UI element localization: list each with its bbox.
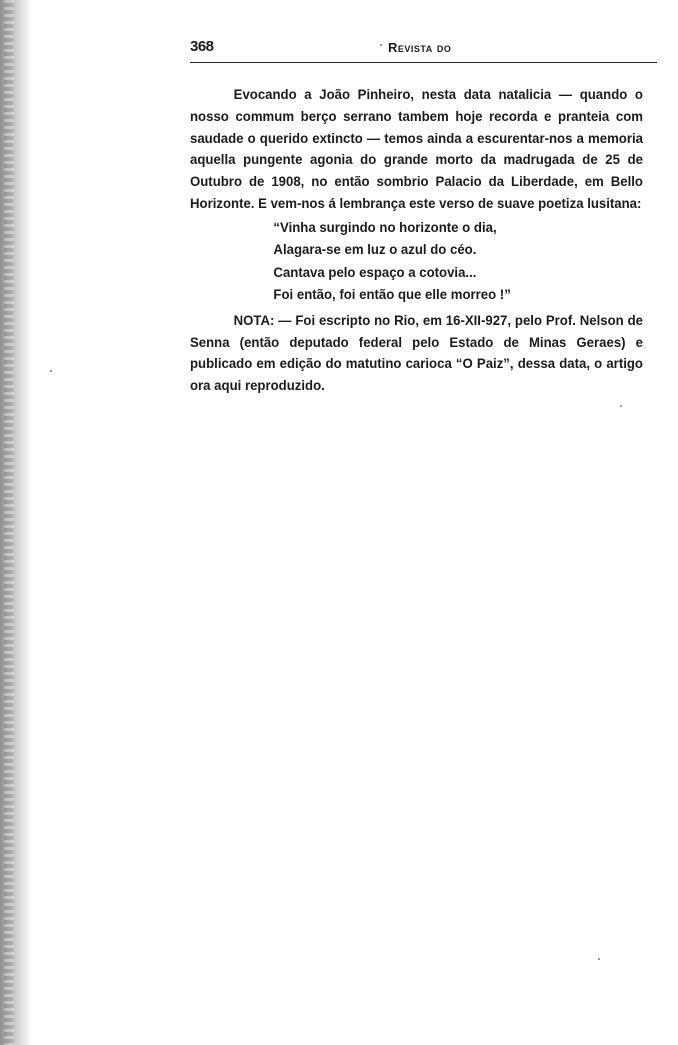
verse-line: Alagara-se em luz o azul do céo. xyxy=(273,242,477,258)
page-number: 368 xyxy=(190,38,214,55)
scan-speck xyxy=(50,370,52,372)
page-binding-edge xyxy=(0,0,30,1045)
body-paragraph: Evocando a João Pinheiro, nesta data natalicia — quando o nosso commum berço serrano tambem hoje recorda e pranteia com saudade o querido extincto — temos ainda a escurentar-nos a memoria aquella pungente agonia do grande morto da madrugada de 25 de Outubro de 1908, no então sombrio Palacio da Liberdade, em Bello Horizonte. E vem-nos á lembrança este verso de suave poetiza lusitana: xyxy=(190,87,643,211)
verse-line: Cantava pelo espaço a cotovia... xyxy=(273,264,477,280)
scan-speck xyxy=(620,405,622,407)
verse-line: Foi então, foi então que elle morreo !” xyxy=(273,287,511,303)
running-head: Revista do xyxy=(388,40,452,55)
scan-speck xyxy=(598,958,600,960)
editorial-note: NOTA: — Foi escripto no Rio, em 16-XII-927, pelo Prof. Nelson de Senna (então deputado federal pelo Estado de Minas Geraes) e publicado em edição do matutino carioca “O Paiz”, dessa data, o artigo ora aqui reproduzido. xyxy=(190,312,643,394)
poem-verse xyxy=(273,217,643,307)
scan-speck xyxy=(380,44,382,46)
verse-line: “Vinha surgindo no horizonte o dia, xyxy=(273,219,497,235)
page-header xyxy=(190,38,657,63)
main-text xyxy=(190,84,643,397)
